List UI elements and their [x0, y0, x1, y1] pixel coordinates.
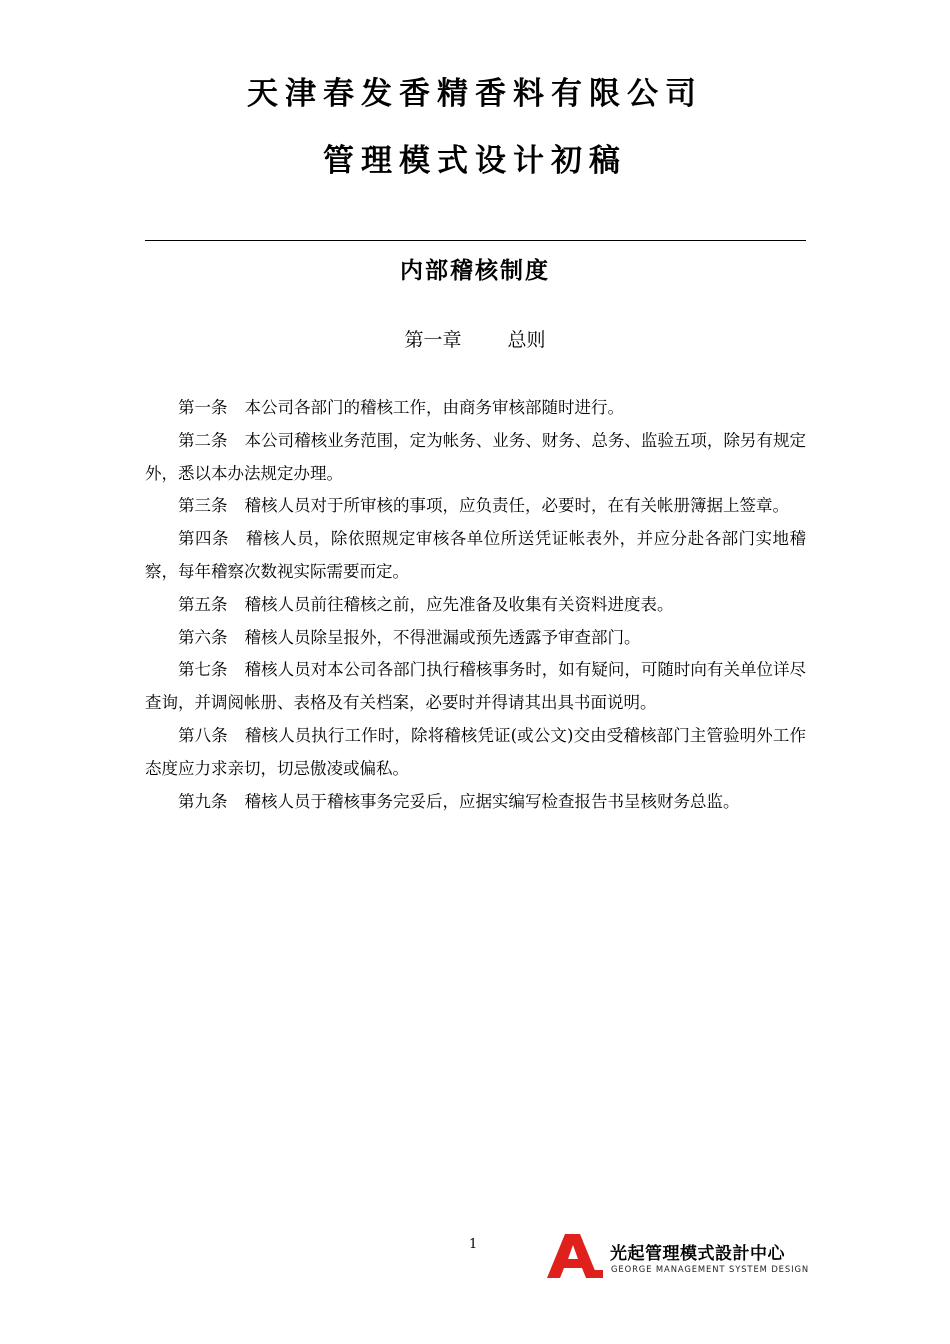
header-divider	[145, 240, 806, 241]
articles-body	[145, 392, 806, 818]
article-number: 第三条	[178, 496, 228, 516]
article-text: 本公司各部门的稽核工作，由商务审核部随时进行。	[244, 398, 624, 417]
company-logo	[546, 1233, 808, 1279]
article-number: 第二条	[178, 430, 228, 450]
page-number: 1	[469, 1237, 478, 1252]
article-7	[145, 654, 806, 720]
company-title: 天津春发香精香料有限公司	[247, 76, 703, 112]
article-2	[145, 425, 806, 491]
article-number: 第五条	[178, 594, 228, 614]
article-5	[145, 589, 806, 622]
article-text: 稽核人员前往稽核之前，应先准备及收集有关资料进度表。	[244, 594, 674, 614]
section-title: 内部稽核制度	[400, 258, 550, 284]
document-title: 管理模式设计初稿	[323, 143, 627, 179]
logo-name: 光起管理模式設計中心	[610, 1244, 785, 1264]
logo-english-name: GEORGE MANAGEMENT SYSTEM DESIGN	[611, 1264, 810, 1274]
chapter-name: 总则	[507, 329, 546, 351]
article-number: 第八条	[178, 725, 228, 745]
article-number: 第一条	[178, 398, 228, 417]
article-4	[145, 523, 806, 589]
article-number: 第七条	[178, 660, 228, 680]
article-text: 稽核人员对本公司各部门执行稽核事务时，如有疑问，可随时向有关单位详尽查询，并调阅帐册、表格及有关档案，必要时并得请其出具书面说明。	[145, 660, 807, 713]
article-8	[145, 720, 806, 786]
article-text: 稽核人员对于所审核的事项，应负责任，必要时，在有关帐册簿据上签章。	[244, 496, 789, 516]
article-text: 稽核人员除呈报外，不得泄漏或预先透露予审查部门。	[244, 627, 641, 647]
article-text: 稽核人员，除依照规定审核各单位所送凭证帐表外，并应分赴各部门实地稽察，每年稽察次数视实际需要而定。	[145, 529, 807, 581]
article-text: 稽核人员于稽核事务完妥后，应据实编写检查报告书呈核财务总监。	[244, 791, 740, 811]
article-3	[145, 490, 806, 523]
article-number: 第九条	[178, 791, 228, 811]
article-text: 本公司稽核业务范围，定为帐务、业务、财务、总务、监验五项，除另有规定外，悉以本办法规定办理。	[145, 430, 807, 483]
chapter-number: 第一章	[404, 329, 462, 351]
chapter-heading	[0, 325, 950, 352]
logo-a-mark-icon	[546, 1233, 606, 1279]
article-number: 第四条	[178, 529, 229, 549]
article-1	[145, 392, 806, 425]
article-9	[145, 786, 806, 819]
article-number: 第六条	[178, 627, 228, 647]
article-text: 稽核人员执行工作时，除将稽核凭证(或公文)交由受稽核部门主管验明外工作态度应力求亲切，切忌傲凌或偏私。	[145, 725, 807, 778]
article-6	[145, 622, 806, 655]
